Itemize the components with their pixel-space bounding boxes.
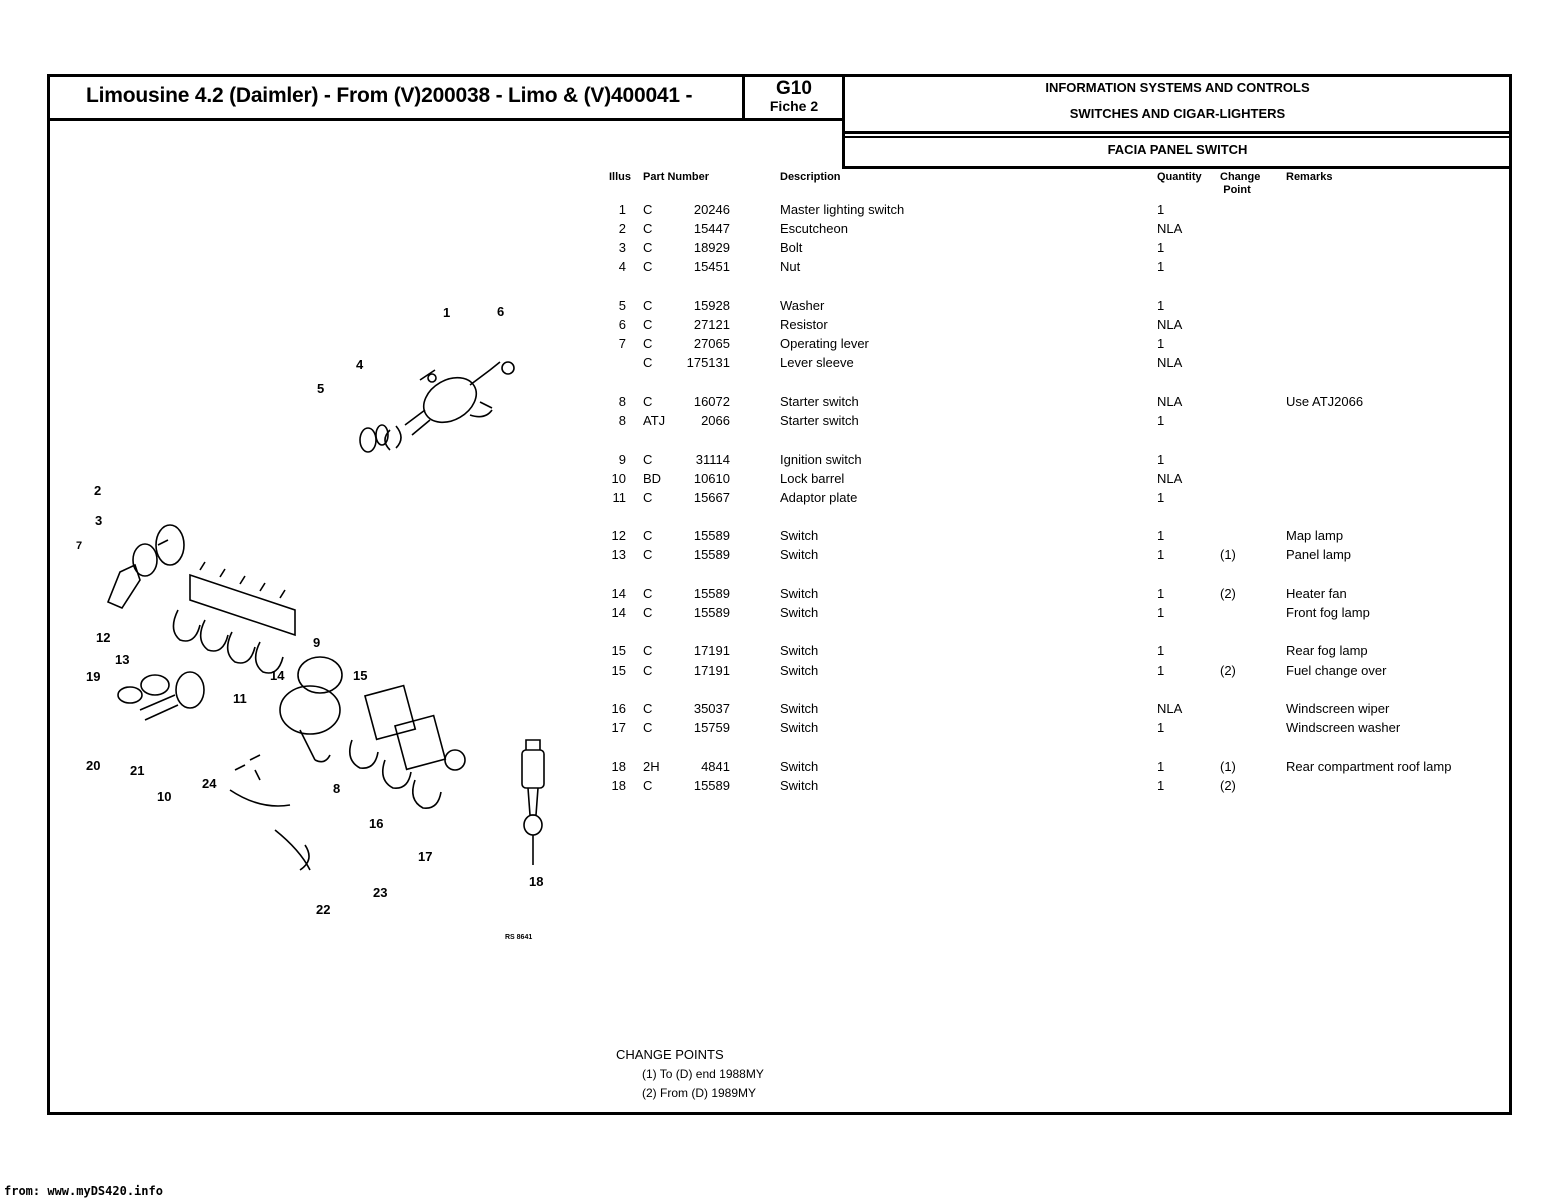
panel-title: FACIA PANEL SWITCH [1107,142,1248,157]
cell-prefix: C [643,336,653,351]
cell-change-point: (2) [1220,586,1236,601]
cell-change-point: (2) [1220,778,1236,793]
cell-illus: 15 [611,663,626,678]
col-illus: Illus [609,171,632,183]
page-title: Limousine 4.2 (Daimler) - From (V)200038 - Limo & (V)400041 - [86,84,693,107]
cell-part-number: 15589 [693,528,730,543]
cell-quantity: NLA [1157,317,1183,332]
cell-remarks: Rear fog lamp [1286,643,1368,658]
cell-prefix: C [643,240,653,255]
cell-remarks: Windscreen wiper [1286,701,1390,716]
cell-quantity: 1 [1157,202,1165,217]
cell-prefix: ATJ [643,413,666,428]
cell-description: Ignition switch [780,452,862,467]
cell-prefix: C [643,778,653,793]
cell-description: Washer [780,298,825,313]
cell-prefix: C [643,528,653,543]
cell-quantity: NLA [1157,355,1183,370]
callout-14: 14 [270,668,285,683]
cell-part-number: 27121 [693,317,730,332]
callout-8: 8 [333,781,341,796]
cell-quantity: 1 [1157,336,1165,351]
col-change-point: Change Point [1220,171,1261,196]
cell-description: Starter switch [780,413,859,428]
cell-description: Switch [780,701,819,716]
callout-6: 6 [497,304,505,319]
cell-illus: 4 [618,259,626,274]
cell-illus: 9 [618,452,626,467]
cell-prefix: C [643,490,653,505]
cell-description: Adaptor plate [780,490,858,505]
cell-prefix: C [643,605,653,620]
cell-part-number: 15451 [693,259,730,274]
callout-11: 11 [233,691,247,706]
group-code: G10 [776,78,812,99]
cell-remarks: Use ATJ2066 [1286,394,1364,409]
cell-description: Switch [780,663,819,678]
cell-prefix: C [643,202,653,217]
cell-description: Starter switch [780,394,859,409]
cell-illus: 3 [618,240,626,255]
cell-part-number: 17191 [693,643,730,658]
cell-illus: 18 [611,759,626,774]
footer-source: from: www.myDS420.info [4,1184,163,1198]
section-rule-3 [842,166,1512,169]
section-rule-1 [842,131,1512,134]
cell-illus: 13 [611,547,626,562]
cell-quantity: 1 [1157,605,1165,620]
cell-description: Operating lever [780,336,869,351]
cell-prefix: C [643,355,653,370]
lever-drawing [108,525,184,608]
switch-bank-drawing [173,562,295,673]
callout-3: 3 [95,513,103,528]
subsection-title: SWITCHES AND CIGAR-LIGHTERS [1069,106,1286,121]
cable-drawing [230,770,310,870]
cell-quantity: 1 [1157,259,1165,274]
callout-2: 2 [94,483,102,498]
cell-illus: 12 [611,528,626,543]
col-part-number: Part Number [643,171,710,183]
cell-quantity: NLA [1157,394,1183,409]
cell-quantity: 1 [1157,528,1165,543]
cell-part-number: 2066 [701,413,730,428]
rocker-switches-drawing [350,686,465,809]
cell-illus: 10 [611,471,626,486]
cell-remarks: Panel lamp [1286,547,1352,562]
cell-quantity: 1 [1157,778,1165,793]
cell-illus: 7 [618,336,626,351]
callout-10: 10 [157,789,172,804]
callout-20: 20 [86,758,101,773]
cell-quantity: 1 [1157,547,1165,562]
cell-quantity: 1 [1157,663,1165,678]
cell-change-point: (2) [1220,663,1236,678]
cell-description: Lever sleeve [780,355,854,370]
callout-18: 18 [529,874,544,889]
cell-remarks: Heater fan [1286,586,1347,601]
cell-description: Resistor [780,317,828,332]
cell-quantity: 1 [1157,413,1165,428]
cell-description: Switch [780,528,819,543]
cell-remarks: Windscreen washer [1286,720,1401,735]
cell-part-number: 15759 [693,720,730,735]
cell-part-number: 15667 [693,490,730,505]
cell-remarks: Map lamp [1286,528,1344,543]
callout-13: 13 [115,652,130,667]
cell-quantity: 1 [1157,586,1165,601]
master-switch-drawing [360,362,514,452]
cell-illus: 1 [618,202,626,217]
cell-prefix: 2H [643,759,660,774]
cell-illus: 14 [611,605,626,620]
cell-part-number: 20246 [693,202,730,217]
cell-prefix: C [643,317,653,332]
cell-part-number: 175131 [686,355,730,370]
cell-prefix: C [643,701,653,716]
callout-21: 21 [130,763,145,778]
callout-22: 22 [316,902,331,917]
callout-17: 17 [418,849,433,864]
callout-5: 5 [317,381,325,396]
callout-7: 7 [76,540,83,552]
callout-9: 9 [313,635,321,650]
cell-prefix: C [643,221,653,236]
callout-16: 16 [369,816,384,831]
cell-prefix: C [643,720,653,735]
cell-prefix: C [643,298,653,313]
cell-prefix: C [643,547,653,562]
cell-quantity: 1 [1157,643,1165,658]
roof-switch-drawing [522,740,544,865]
change-point-2: (2) From (D) 1989MY [642,1086,757,1100]
cell-part-number: 15928 [693,298,730,313]
cell-part-number: 35037 [693,701,730,716]
cell-part-number: 15447 [693,221,730,236]
fiche-label: Fiche 2 [769,98,819,114]
cell-part-number: 15589 [693,778,730,793]
callout-19: 19 [86,669,101,684]
cell-prefix: C [643,663,653,678]
callout-1: 1 [443,305,451,320]
cell-prefix: C [643,394,653,409]
section-rule-2 [842,136,1512,138]
cell-illus: 18 [611,778,626,793]
cell-description: Switch [780,547,819,562]
cell-illus: 14 [611,586,626,601]
cell-part-number: 18929 [693,240,730,255]
cell-prefix: BD [643,471,662,486]
cell-illus: 16 [611,701,626,716]
col-quantity: Quantity [1157,171,1202,183]
cell-change-point: (1) [1220,759,1236,774]
cell-description: Escutcheon [780,221,848,236]
ignition-drawing [118,657,342,770]
cell-part-number: 10610 [693,471,730,486]
cell-quantity: NLA [1157,701,1183,716]
col-description: Description [780,171,841,183]
cell-part-number: 31114 [695,452,730,467]
cell-quantity: 1 [1157,240,1165,255]
plate-reference: RS 8641 [505,934,533,941]
cell-illus: 5 [618,298,626,313]
section-title: INFORMATION SYSTEMS AND CONTROLS [1045,80,1310,95]
cell-remarks: Rear compartment roof lamp [1286,759,1452,774]
cell-part-number: 17191 [693,663,730,678]
cell-illus: 15 [611,643,626,658]
header-rule [47,118,845,121]
cell-quantity: 1 [1157,298,1165,313]
cell-illus: 8 [618,394,626,409]
cell-illus: 17 [611,720,626,735]
change-points-title: CHANGE POINTS [616,1047,724,1062]
cell-illus: 6 [618,317,626,332]
callout-12: 12 [96,630,111,645]
cell-description: Switch [780,586,819,601]
cell-description: Master lighting switch [780,202,905,217]
cell-description: Switch [780,643,819,658]
callout-15: 15 [353,668,368,683]
cell-description: Switch [780,778,819,793]
cell-remarks: Front fog lamp [1286,605,1370,620]
cell-part-number: 27065 [693,336,730,351]
cell-description: Switch [780,605,819,620]
callout-4: 4 [356,357,364,372]
cell-quantity: 1 [1157,452,1165,467]
cell-part-number: 4841 [701,759,730,774]
col-remarks: Remarks [1286,171,1333,183]
cell-description: Lock barrel [780,471,845,486]
cell-illus: 11 [612,490,626,505]
cell-remarks: Fuel change over [1286,663,1387,678]
cell-illus: 2 [618,221,626,236]
cell-change-point: (1) [1220,547,1236,562]
cell-quantity: 1 [1157,759,1165,774]
cell-description: Switch [780,720,819,735]
cell-quantity: 1 [1157,720,1165,735]
change-point-1: (1) To (D) end 1988MY [642,1067,764,1081]
cell-prefix: C [643,643,653,658]
cell-quantity: 1 [1157,490,1165,505]
cell-prefix: C [643,586,653,601]
callout-24: 24 [202,776,217,791]
cell-description: Switch [780,759,819,774]
callout-23: 23 [373,885,388,900]
cell-part-number: 15589 [693,605,730,620]
cell-prefix: C [643,452,653,467]
cell-prefix: C [643,259,653,274]
cell-quantity: NLA [1157,221,1183,236]
cell-description: Nut [780,259,801,274]
cell-part-number: 15589 [693,586,730,601]
cell-illus: 8 [618,413,626,428]
cell-part-number: 15589 [693,547,730,562]
cell-description: Bolt [780,240,803,255]
cell-quantity: NLA [1157,471,1183,486]
cell-part-number: 16072 [693,394,730,409]
